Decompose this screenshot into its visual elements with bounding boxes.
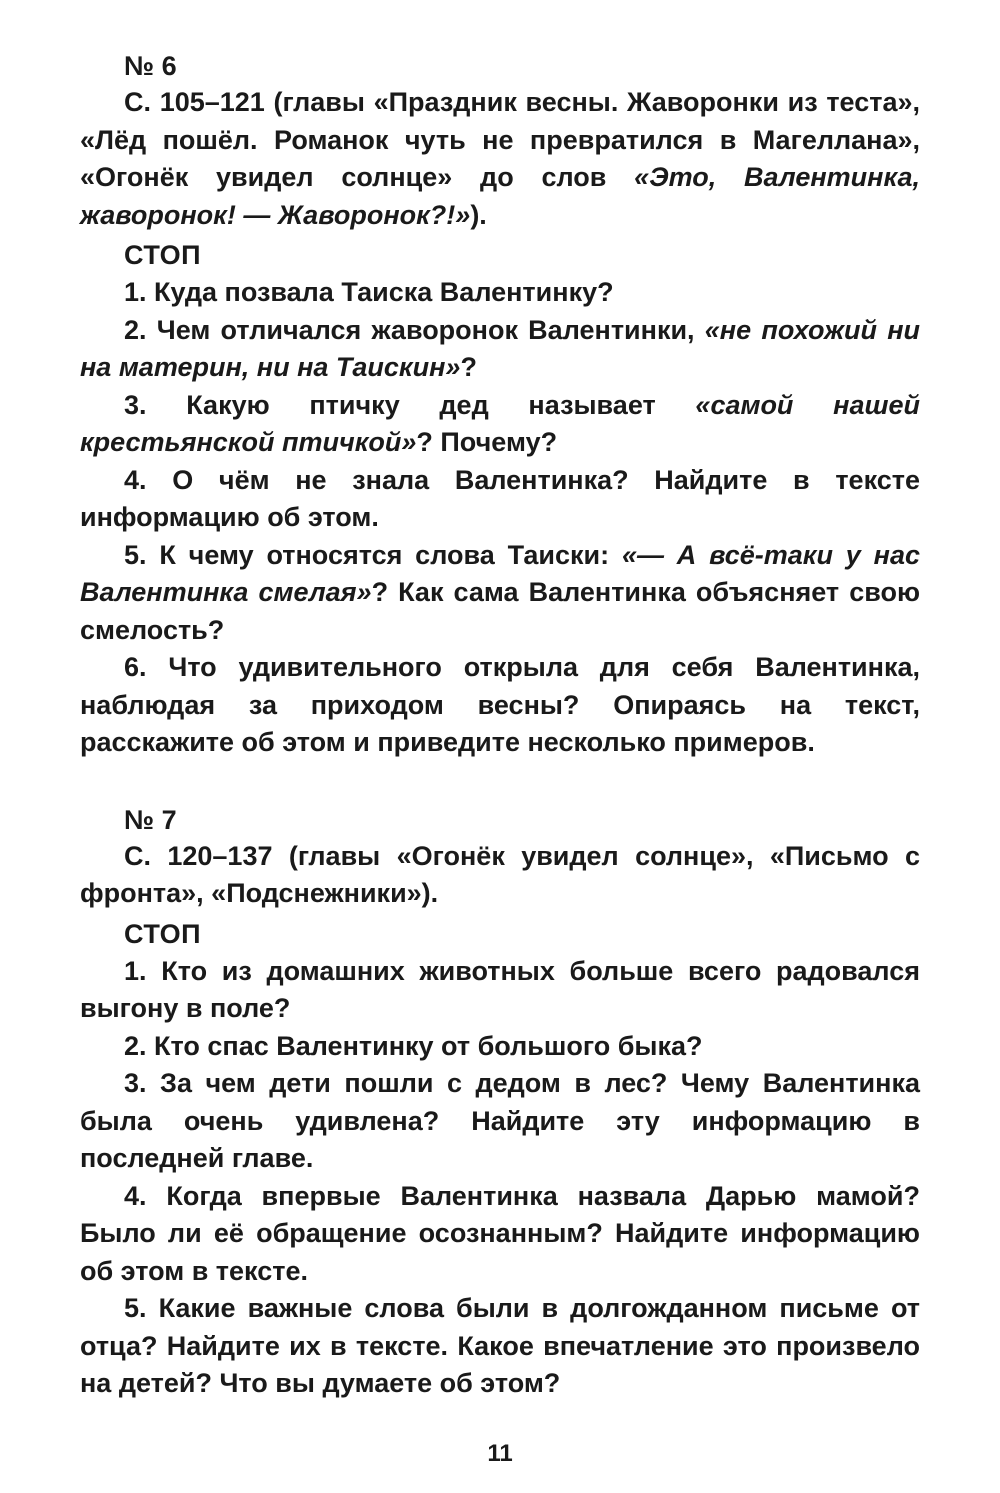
intro-text-end: ).: [470, 199, 487, 230]
stop-heading: СТОП: [124, 918, 202, 949]
question-number: 4.: [124, 464, 147, 495]
section-intro: [80, 84, 920, 234]
question-item: [80, 462, 920, 537]
question-item: [80, 1178, 920, 1291]
intro-quote: «Это, Валентинка, жаворонок! — Жаворонок?!»: [80, 162, 920, 230]
page-number: 11: [487, 1440, 513, 1467]
question-text: Кто спас Валентинку от большого быка?: [154, 1030, 703, 1061]
section-title: № 6: [124, 51, 177, 81]
question-text: Какие важные слова были в долгожданном письме от отца? Найдите их в тексте. Какое впечатление это произвело на детей? Что вы думаете об этом?: [80, 1293, 920, 1398]
section-title: № 7: [124, 804, 177, 835]
question-number: 1.: [124, 955, 147, 986]
question-number: 1.: [124, 277, 147, 307]
question-item: [80, 274, 920, 312]
question-number: 4.: [124, 1180, 147, 1211]
question-quote: «самой нашей крестьянской птичкой»: [80, 389, 920, 457]
question-number: 5.: [124, 539, 147, 570]
question-text-end: ? Почему?: [416, 427, 558, 457]
intro-text: С. 120–137 (главы «Огонёк увидел солнце», «Письмо с фронта», «Подснежники»).: [80, 840, 920, 908]
question-text: Чем отличался жаворонок Валентинки,: [156, 314, 705, 345]
question-text-end: ? Как сама Валентинка объясняет свою смелость?: [80, 577, 921, 645]
page-content: [80, 48, 920, 1403]
question-item: [80, 953, 920, 1028]
question-quote: «— А всё-таки у нас Валентинка смелая»: [80, 539, 920, 607]
question-item: [80, 1065, 920, 1178]
question-text: Что удивительного открыла для себя Валентинка, наблюдая за приходом весны? Опираясь на текст, расскажите об этом и приведите несколько примеров.: [80, 652, 920, 757]
question-text: Какую птичку дед называет: [186, 389, 696, 420]
question-quote: «не похожий ни на материн, ни на Таискин»: [80, 314, 920, 382]
question-text-end: ?: [460, 352, 477, 382]
question-text: Кто из домашних животных больше всего радовался выгону в поле?: [80, 955, 920, 1023]
stop-heading: СТОП: [124, 240, 202, 270]
question-text: Когда впервые Валентинка назвала Дарью мамой? Было ли её обращение осознанным? Найдите информацию об этом в тексте.: [80, 1180, 920, 1286]
question-number: 5.: [124, 1293, 147, 1323]
section-7: [80, 802, 920, 1403]
question-number: 2.: [124, 314, 147, 345]
question-number: 6.: [124, 652, 147, 682]
intro-text: С. 105–121 (главы «Праздник весны. Жаворонки из теста», «Лёд пошёл. Романок чуть не превратился в Магеллана», «Огонёк увидел солнце» до слов: [80, 87, 920, 192]
question-item: [80, 312, 920, 387]
question-item: [80, 537, 920, 650]
section-6: [80, 48, 920, 762]
question-number: 3.: [124, 1068, 147, 1098]
question-text: Куда позвала Таиска Валентинку?: [154, 277, 614, 307]
question-item: [80, 387, 920, 462]
section-gap: [80, 762, 920, 802]
question-number: 3.: [124, 389, 147, 420]
section-intro: [80, 838, 920, 913]
question-number: 2.: [124, 1030, 147, 1061]
question-text: О чём не знала Валентинка? Найдите в тексте информацию об этом.: [80, 464, 920, 532]
question-text: К чему относятся слова Таиски:: [159, 539, 622, 570]
question-item: [80, 649, 920, 762]
question-text: За чем дети пошли с дедом в лес? Чему Валентинка была очень удивлена? Найдите эту информацию в последней главе.: [80, 1068, 920, 1173]
question-item: [80, 1290, 920, 1403]
question-item: [80, 1028, 920, 1066]
